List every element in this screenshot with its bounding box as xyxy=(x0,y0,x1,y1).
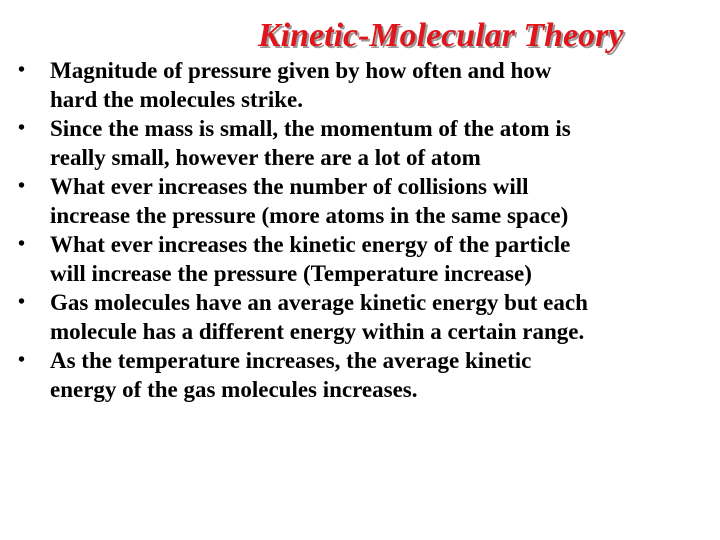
bullet-text-line: What ever increases the kinetic energy of the particle xyxy=(50,232,571,257)
bullet-text-line: As the temperature increases, the average kinetic xyxy=(50,348,532,373)
bullet-item xyxy=(14,230,714,288)
bullet-text-line: hard the molecules strike. xyxy=(50,87,303,112)
bullet-icon: • xyxy=(18,117,26,139)
bullet-icon: • xyxy=(18,175,26,197)
bullet-text-line: increase the pressure (more atoms in the same space) xyxy=(50,203,569,228)
bullet-icon: • xyxy=(18,233,26,255)
bullet-text-line: Magnitude of pressure given by how often and how xyxy=(50,58,552,83)
bullet-icon: • xyxy=(18,59,26,81)
bullet-text-line: molecule has a different energy within a certain range. xyxy=(50,319,585,344)
bullet-item xyxy=(14,346,714,404)
bullet-icon: • xyxy=(18,349,26,371)
bullet-list xyxy=(14,56,714,404)
bullet-text-line: energy of the gas molecules increases. xyxy=(50,377,418,402)
bullet-text-line: will increase the pressure (Temperature increase) xyxy=(50,261,532,286)
bullet-text-line: What ever increases the number of collisions will xyxy=(50,174,529,199)
bullet-item xyxy=(14,114,714,172)
slide-title: Kinetic-Molecular Theory xyxy=(258,17,624,54)
bullet-item xyxy=(14,288,714,346)
bullet-icon: • xyxy=(18,291,26,313)
bullet-item xyxy=(14,56,714,114)
bullet-text-line: really small, however there are a lot of atom xyxy=(50,145,481,170)
bullet-item xyxy=(14,172,714,230)
bullet-text-line: Gas molecules have an average kinetic energy but each xyxy=(50,290,588,315)
bullet-text-line: Since the mass is small, the momentum of the atom is xyxy=(50,116,571,141)
